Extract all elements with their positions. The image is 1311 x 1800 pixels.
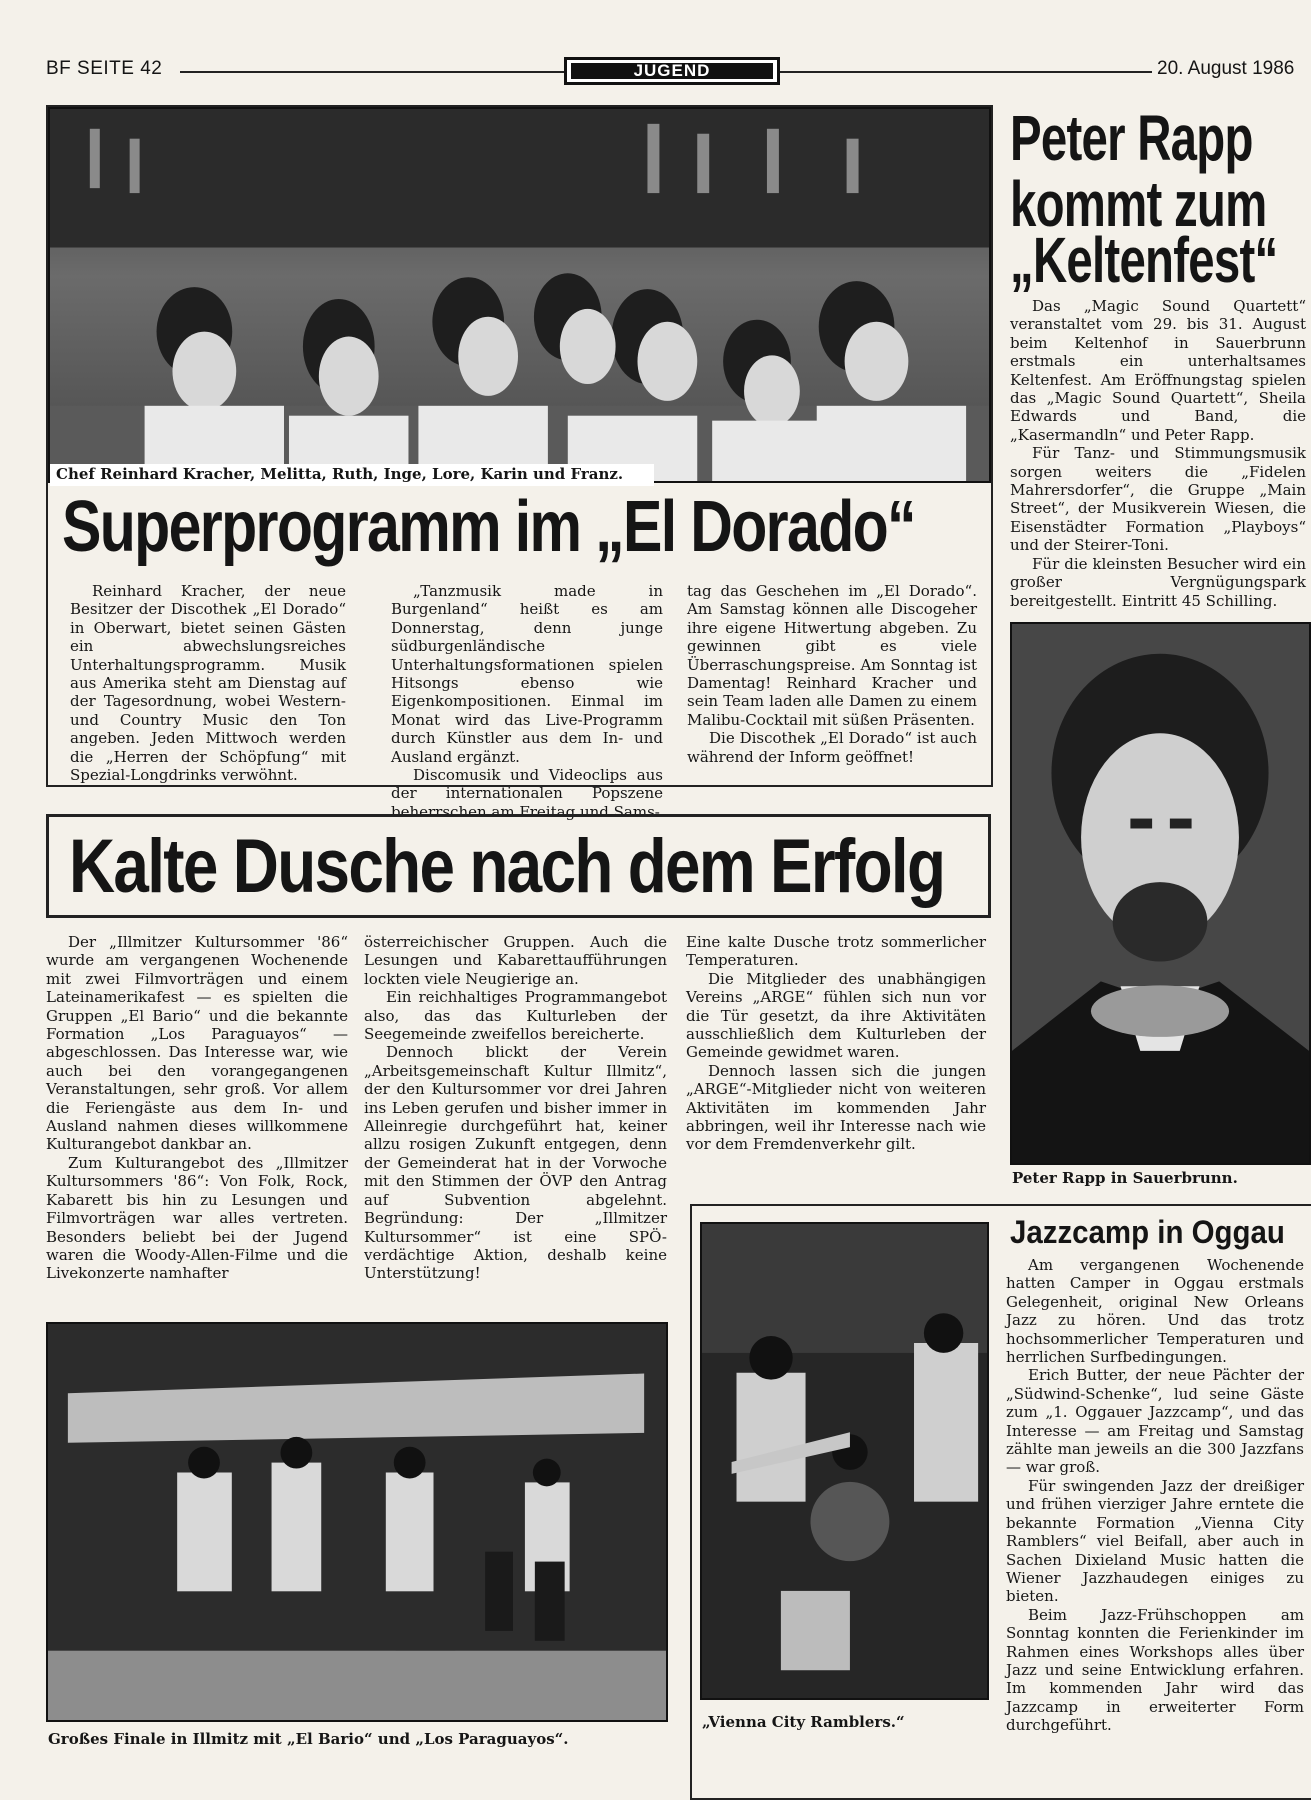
dorado-col2-text-a: „Tanzmusik made in Burgenland“ heißt es am Donnerstag, denn junge südburgenländische Unterhaltungsformationen spielen Hitsongs ebenso wie Eigenkompositionen. Einmal im Monat wird das Live-Programm durch Künstler aus dem In- und Ausland ergänzt. bbox=[391, 582, 663, 766]
jazz-headline: Jazzcamp in Oggau bbox=[1010, 1214, 1285, 1250]
dorado-col2-text-b: Discomusik und Videoclips aus der internationalen Popszene beherrschen am Freitag und Sams- bbox=[391, 766, 663, 821]
kalte-col3-text-b: Die Mitglieder des unabhängigen Vereins „ARGE“ fühlen sich nun vor die Tür gesetzt, da ihre Aktivitäten ausschließlich dem Kulturleben der Gemeinde gewidmet waren. bbox=[686, 969, 986, 1062]
kalte-column-3 bbox=[686, 933, 986, 1154]
dorado-group-photo bbox=[48, 107, 991, 483]
dorado-headline: Superprogramm im „El Dorado“ bbox=[62, 487, 915, 567]
rapp-headline-line1: Peter Rapp bbox=[1010, 102, 1253, 174]
kalte-column-2 bbox=[364, 933, 667, 1283]
rapp-headline-line3: „Keltenfest“ bbox=[1010, 224, 1278, 296]
section-label: JUGEND bbox=[571, 63, 773, 79]
kalte-column-1 bbox=[46, 933, 348, 1283]
vienna-city-ramblers-photo bbox=[700, 1222, 989, 1700]
rapp-text bbox=[1010, 297, 1306, 610]
illmitz-photo-caption: Großes Finale in Illmitz mit „El Bario“ und „Los Paraguayos“. bbox=[48, 1730, 569, 1748]
header-rule-right bbox=[780, 71, 1152, 73]
issue-date: 20. August 1986 bbox=[1157, 58, 1295, 79]
jazz-paragraph-1: Am vergangenen Wochenende hatten Camper in Oggau erstmals Gelegenheit, original New Orleans Jazz zu hören. Und das trotz hochsommerlicher Temperaturen und herrlichen Surfbedingungen. bbox=[1006, 1256, 1304, 1367]
page-number: BF SEITE 42 bbox=[46, 58, 163, 79]
rapp-portrait-photo bbox=[1010, 622, 1311, 1165]
rapp-photo-caption: Peter Rapp in Sauerbrunn. bbox=[1012, 1169, 1238, 1187]
dorado-col1-text: Reinhard Kracher, der neue Besitzer der Discothek „El Dorado“ in Oberwart, bietet seinen Gästen ein abwechslungsreiches Unterhaltungsprogramm. Musik aus Amerika steht am Dienstag auf der Tagesordnung, wobei Western- und Country Music den Ton angeben. Jeden Mittwoch werden die „Herren der Schöpfung“ mit Spezial-Longdrinks verwöhnt. bbox=[70, 582, 346, 785]
vienna-photo-caption: „Vienna City Ramblers.“ bbox=[702, 1713, 905, 1731]
kalte-col2-text-b: Ein reichhaltiges Programmangebot also, das das Kulturleben der Seegemeinde zweifellos bereicherte. bbox=[364, 988, 667, 1044]
dorado-column-3 bbox=[687, 582, 977, 766]
rapp-paragraph-1: Das „Magic Sound Quartett“ veranstaltet vom 29. bis 31. August beim Keltenhof in Sauerbrunn erstmals ein unterhaltsames Keltenfest. Am Eröffnungstag spielen das „Magic Sound Quartett“, Sheila Edwards und Band, die „Kasermandln“ und Peter Rapp. bbox=[1010, 297, 1306, 444]
dorado-col3-text-b: Die Discothek „El Dorado“ ist auch während der Inform geöffnet! bbox=[687, 729, 977, 766]
dorado-col3-text-a: tag das Geschehen im „El Dorado“. Am Samstag können alle Discogeher ihre eigene Hitwertung abgeben. Zu gewinnen gibt es viele Überraschungspreise. Am Sonntag ist Damentag! Reinhard Kracher und sein Team laden alle Damen zu einem Malibu-Cocktail mit süßen Präsenten. bbox=[687, 582, 977, 729]
kalte-col3-text-c: Dennoch lassen sich die jungen „ARGE“-Mitglieder nicht von weiteren Aktivitäten im kommenden Jahr abbringen, weil ihr Interesse nach wie vor dem Fremdenverkehr gilt. bbox=[686, 1061, 986, 1154]
kalte-col1-text-a: Der „Illmitzer Kultursommer '86“ wurde am vergangenen Wochenende mit zwei Filmvorträgen und einem Lateinamerikafest — es spielten die Gruppen „El Bario“ und die bekannte Formation „Los Paraguayos“ — abgeschlossen. Das Interesse war, wie auch bei den vorangegangenen Veranstaltungen, sehr groß. Vor allem die Feriengäste aus dem In- und Ausland nahmen dieses willkommene Kulturangebot dankbar an. bbox=[46, 933, 348, 1154]
section-label-box bbox=[564, 57, 780, 85]
rapp-paragraph-2: Für Tanz- und Stimmungsmusik sorgen weiters die „Fidelen Mahrersdorfer“, die Gruppe „Main Street“, der Musikverein Wiesen, die Eisenstädter Formation „Playboys“ und der Steirer-Toni. bbox=[1010, 444, 1306, 555]
header-rule-left bbox=[180, 71, 564, 73]
dorado-column-1 bbox=[70, 582, 346, 784]
illmitz-band-photo bbox=[46, 1322, 668, 1722]
dorado-column-2 bbox=[391, 582, 663, 821]
rapp-headline-line2: kommt zum bbox=[1010, 168, 1267, 240]
rapp-paragraph-3: Für die kleinsten Besucher wird ein großer Vergnügungspark bereitgestellt. Eintritt 45 Schilling. bbox=[1010, 554, 1306, 610]
kalte-col2-text-c: Dennoch blickt der Verein „Arbeitsgemeinschaft Kultur Illmitz“, der den Kultursommer vor drei Jahren ins Leben gerufen und bisher immer in Alleinregie durchgeführt hat, keiner allzu rosigen Zukunft entgegen, denn der Gemeinderat hat in der Vorwoche mit den Stimmen der ÖVP den Antrag auf Subvention abgelehnt. Begründung: Der „Illmitzer Kultursommer“ ist eine SPÖ-verdächtige Aktion, deshalb keine Unterstützung! bbox=[364, 1043, 667, 1283]
jazz-text bbox=[1006, 1256, 1304, 1735]
dorado-photo-caption: Chef Reinhard Kracher, Melitta, Ruth, Inge, Lore, Karin und Franz. bbox=[50, 464, 654, 486]
kalte-col3-text-a: Eine kalte Dusche trotz sommerlicher Temperaturen. bbox=[686, 933, 986, 970]
kalte-col1-text-b: Zum Kulturangebot des „Illmitzer Kultursommers '86“: Von Folk, Rock, Kabarett bis hin zu Lesungen und Filmvorträgen war alles vertreten. Besonders beliebt bei der Jugend waren die Woody-Allen-Filme und die Livekonzerte namhafter bbox=[46, 1153, 348, 1283]
jazz-paragraph-3: Für swingenden Jazz der dreißiger und frühen vierziger Jahre erntete die bekannte Formation „Vienna City Ramblers“ viel Beifall, aber auch in Sachen Dixieland Music hatten die Wiener Jazzhaudegen einiges zu bieten. bbox=[1006, 1476, 1304, 1606]
kalte-headline: Kalte Dusche nach dem Erfolg bbox=[69, 824, 945, 909]
jazz-paragraph-2: Erich Butter, der neue Pächter der „Südwind-Schenke“, lud seine Gäste zum „1. Oggauer Jazzcamp“, und das Interesse — am Freitag und Samstag zählte man jeweils an die 300 Jazzfans — war groß. bbox=[1006, 1366, 1304, 1477]
kalte-headline-box bbox=[46, 814, 991, 918]
jazz-paragraph-4: Beim Jazz-Frühschoppen am Sonntag konnten die Ferienkinder im Rahmen eines Workshops alles über Jazz und seine Entwicklung erfahren. Im kommenden Jahr wird das Jazzcamp in erweiterter Form durchgeführt. bbox=[1006, 1605, 1304, 1735]
kalte-col2-text-a: österreichischer Gruppen. Auch die Lesungen und Kabarettaufführungen lockten viele Neugierige an. bbox=[364, 933, 667, 988]
